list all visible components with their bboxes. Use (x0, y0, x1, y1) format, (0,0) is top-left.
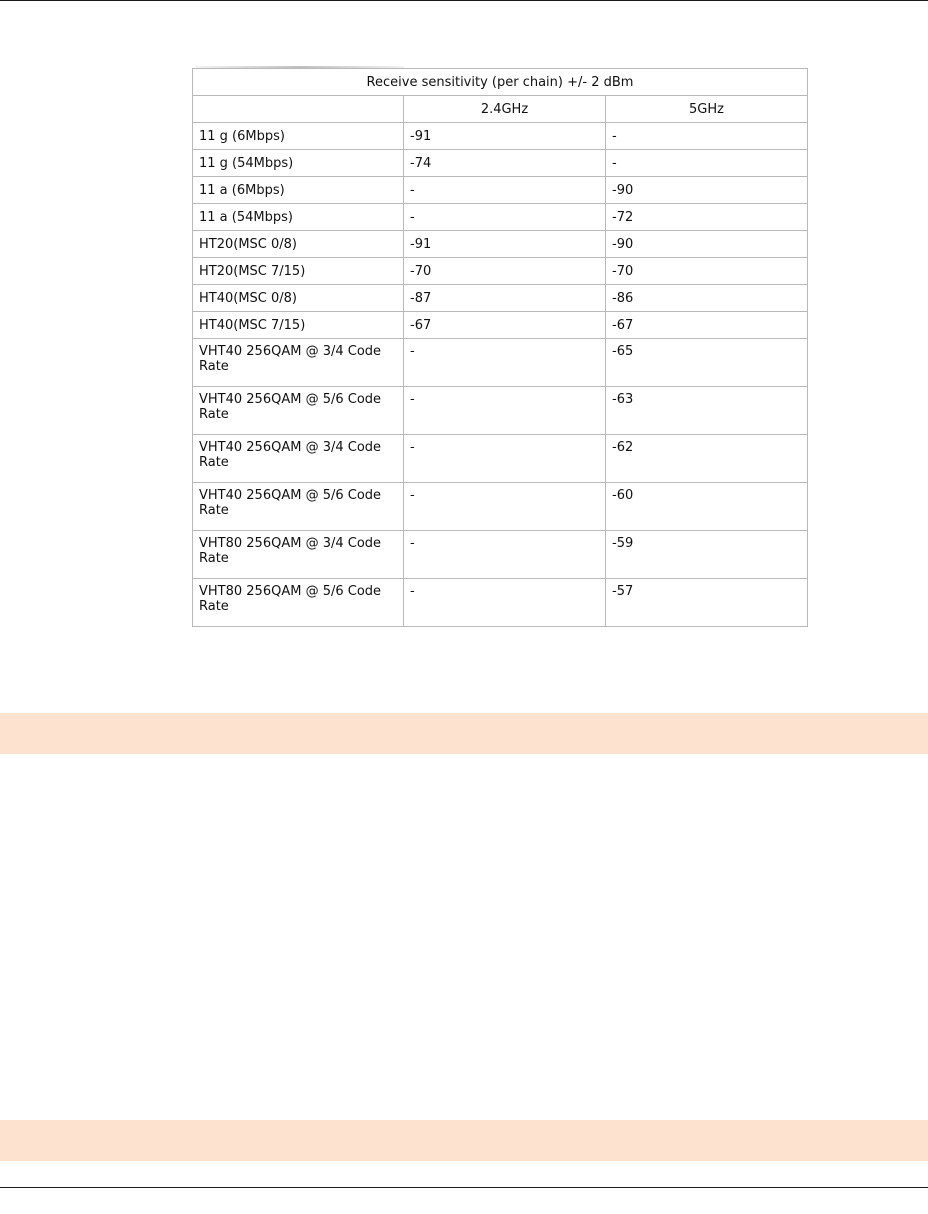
table-row (193, 579, 808, 627)
value-2-4ghz: -87 (404, 285, 606, 312)
value-2-4ghz: -91 (404, 231, 606, 258)
mode-cell: VHT80 256QAM @ 3/4 Code Rate (193, 531, 404, 579)
page-top-rule (0, 0, 928, 1)
table-row (193, 387, 808, 435)
value-5ghz: -86 (606, 285, 808, 312)
mode-cell: VHT40 256QAM @ 5/6 Code Rate (193, 387, 404, 435)
value-5ghz: -57 (606, 579, 808, 627)
highlight-band (0, 713, 928, 754)
mode-cell: HT40(MSC 0/8) (193, 285, 404, 312)
table-row (193, 204, 808, 231)
value-2-4ghz: -74 (404, 150, 606, 177)
header-mode (193, 96, 404, 123)
value-2-4ghz: - (404, 204, 606, 231)
value-5ghz: -62 (606, 435, 808, 483)
value-5ghz: -59 (606, 531, 808, 579)
value-5ghz: -60 (606, 483, 808, 531)
table-row (193, 123, 808, 150)
table-row (193, 150, 808, 177)
table-row (193, 231, 808, 258)
value-2-4ghz: - (404, 387, 606, 435)
value-5ghz: - (606, 150, 808, 177)
mode-cell: 11 a (54Mbps) (193, 204, 404, 231)
mode-cell: 11 g (6Mbps) (193, 123, 404, 150)
mode-cell: VHT40 256QAM @ 5/6 Code Rate (193, 483, 404, 531)
table-row (193, 483, 808, 531)
mode-cell: 11 g (54Mbps) (193, 150, 404, 177)
mode-cell: VHT40 256QAM @ 3/4 Code Rate (193, 435, 404, 483)
table-row (193, 312, 808, 339)
value-2-4ghz: - (404, 483, 606, 531)
value-2-4ghz: - (404, 531, 606, 579)
value-5ghz: - (606, 123, 808, 150)
value-2-4ghz: -91 (404, 123, 606, 150)
table-row (193, 531, 808, 579)
mode-cell: VHT80 256QAM @ 5/6 Code Rate (193, 579, 404, 627)
mode-cell: 11 a (6Mbps) (193, 177, 404, 204)
value-5ghz: -67 (606, 312, 808, 339)
value-5ghz: -72 (606, 204, 808, 231)
value-2-4ghz: - (404, 435, 606, 483)
table-title: Receive sensitivity (per chain) +/- 2 dBm (193, 69, 808, 96)
highlight-band (0, 1120, 928, 1161)
header-2-4ghz: 2.4GHz (404, 96, 606, 123)
value-2-4ghz: - (404, 339, 606, 387)
page-bottom-rule (0, 1187, 928, 1188)
value-2-4ghz: -67 (404, 312, 606, 339)
value-5ghz: -90 (606, 177, 808, 204)
mode-cell: HT20(MSC 7/15) (193, 258, 404, 285)
mode-cell: VHT40 256QAM @ 3/4 Code Rate (193, 339, 404, 387)
value-5ghz: -65 (606, 339, 808, 387)
table-row (193, 285, 808, 312)
table-row (193, 258, 808, 285)
value-2-4ghz: - (404, 177, 606, 204)
table-title-row (193, 69, 808, 96)
table-header-row (193, 96, 808, 123)
value-5ghz: -63 (606, 387, 808, 435)
value-5ghz: -90 (606, 231, 808, 258)
mode-cell: HT20(MSC 0/8) (193, 231, 404, 258)
table-row (193, 435, 808, 483)
mode-cell: HT40(MSC 7/15) (193, 312, 404, 339)
value-2-4ghz: - (404, 579, 606, 627)
receive-sensitivity-table (192, 68, 808, 627)
table-row (193, 339, 808, 387)
header-5ghz: 5GHz (606, 96, 808, 123)
table-row (193, 177, 808, 204)
value-5ghz: -70 (606, 258, 808, 285)
value-2-4ghz: -70 (404, 258, 606, 285)
